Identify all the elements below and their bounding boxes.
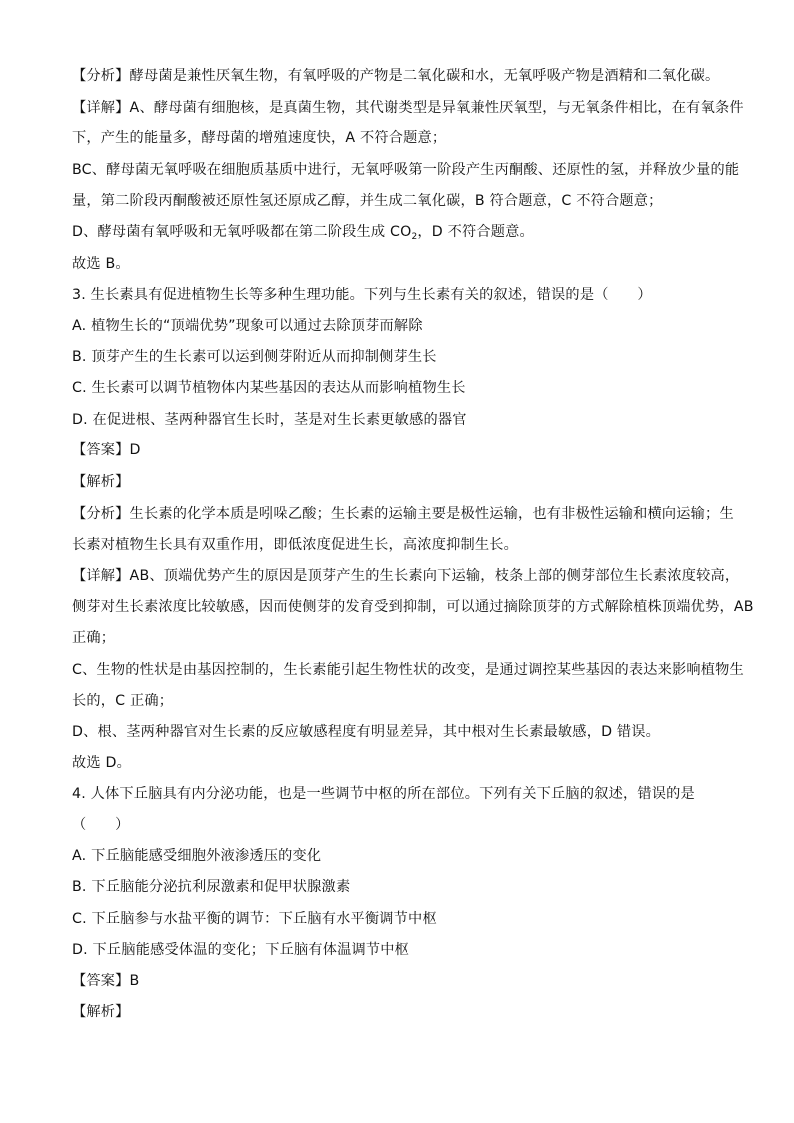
question-4-option-b: B. 下丘脑能分泌抗利尿激素和促甲状腺激素 bbox=[72, 879, 351, 895]
question-4-option-a: A. 下丘脑能感受细胞外液渗透压的变化 bbox=[72, 848, 322, 864]
detail-line-5-tail: ，D 不符合题意。 bbox=[417, 224, 534, 240]
question-3-detail-line-2: 侧芽对生长素浓度比较敏感，因而使侧芽的发育受到抑制，可以通过摘除顶芽的方式解除植株顶端优势，AB bbox=[72, 599, 754, 615]
detail-line-5 bbox=[72, 222, 732, 247]
question-3-detail-line-1: 【详解】AB、顶端优势产生的原因是顶芽产生的生长素向下运输，枝条上部的侧芽部位生长素浓度较高， bbox=[72, 568, 740, 584]
question-3-explanation-heading: 【解析】 bbox=[72, 474, 130, 490]
question-3-detail-line-5: 长的，C 正确； bbox=[72, 693, 174, 709]
detail-line-5-text: D、酵母菌有氧呼吸和无氧呼吸都在第二阶段生成 CO bbox=[72, 224, 412, 240]
question-3-option-a: A. 植物生长的“顶端优势”现象可以通过去除顶芽而解除 bbox=[72, 318, 423, 334]
question-4-option-c: C. 下丘脑参与水盐平衡的调节：下丘脑有水平衡调节中枢 bbox=[72, 911, 437, 927]
question-3-answer: 【答案】D bbox=[72, 442, 141, 458]
question-4-stem-blank: （ ） bbox=[72, 817, 130, 833]
question-3-option-c: C. 生长素可以调节植物体内某些基因的表达从而影响植物生长 bbox=[72, 380, 466, 396]
question-4-stem: 4. 人体下丘脑具有内分泌功能，也是一些调节中枢的所在部位。下列有关下丘脑的叙述，错误的是 bbox=[72, 786, 695, 802]
question-3-analysis-line-1: 【分析】生长素的化学本质是吲哚乙酸；生长素的运输主要是极性运输，也有非极性运输和横向运输；生 bbox=[72, 506, 734, 522]
question-4-option-d: D. 下丘脑能感受体温的变化；下丘脑有体温调节中枢 bbox=[72, 942, 410, 958]
question-3-detail-line-3: 正确； bbox=[72, 630, 116, 646]
question-3-stem: 3. 生长素具有促进植物生长等多种生理功能。下列与生长素有关的叙述，错误的是（ ） bbox=[72, 287, 652, 303]
question-4-explanation-heading: 【解析】 bbox=[72, 1004, 130, 1020]
detail-line-4: 量，第二阶段丙酮酸被还原性氢还原成乙醇，并生成二氧化碳，B 符合题意，C 不符合题意； bbox=[72, 193, 663, 209]
question-4-answer: 【答案】B bbox=[72, 973, 140, 989]
co2-subscript: 2 bbox=[411, 232, 418, 242]
question-3-option-d: D. 在促进根、茎两种器官生长时，茎是对生长素更敏感的器官 bbox=[72, 412, 467, 428]
question-3-analysis-line-2: 长素对植物生长具有双重作用，即低浓度促进生长，高浓度抑制生长。 bbox=[72, 537, 519, 553]
question-3-detail-line-6: D、根、茎两种器官对生长素的反应敏感程度有明显差异，其中根对生长素最敏感，D 错误。 bbox=[72, 724, 661, 740]
conclusion-line: 故选 B。 bbox=[72, 256, 130, 272]
detail-line-2: 下，产生的能量多，酵母菌的增殖速度快，A 不符合题意； bbox=[72, 130, 447, 146]
question-3-detail-line-4: C、生物的性状是由基因控制的，生长素能引起生物性状的改变，是通过调控某些基因的表达来影响植物生 bbox=[72, 662, 744, 678]
question-3-option-b: B. 顶芽产生的生长素可以运到侧芽附近从而抑制侧芽生长 bbox=[72, 349, 437, 365]
question-3-conclusion: 故选 D。 bbox=[72, 755, 131, 771]
detail-line-3: BC、酵母菌无氧呼吸在细胞质基质中进行，无氧呼吸第一阶段产生丙酮酸、还原性的氢，并释放少量的能 bbox=[72, 162, 740, 178]
detail-line-1: 【详解】A、酵母菌有细胞核，是真菌生物，其代谢类型是异氧兼性厌氧型，与无氧条件相比，在有氧条件 bbox=[72, 100, 744, 116]
analysis-line-1: 【分析】酵母菌是兼性厌氧生物，有氧呼吸的产物是二氧化碳和水，无氧呼吸产物是酒精和二氧化碳。 bbox=[72, 68, 720, 84]
